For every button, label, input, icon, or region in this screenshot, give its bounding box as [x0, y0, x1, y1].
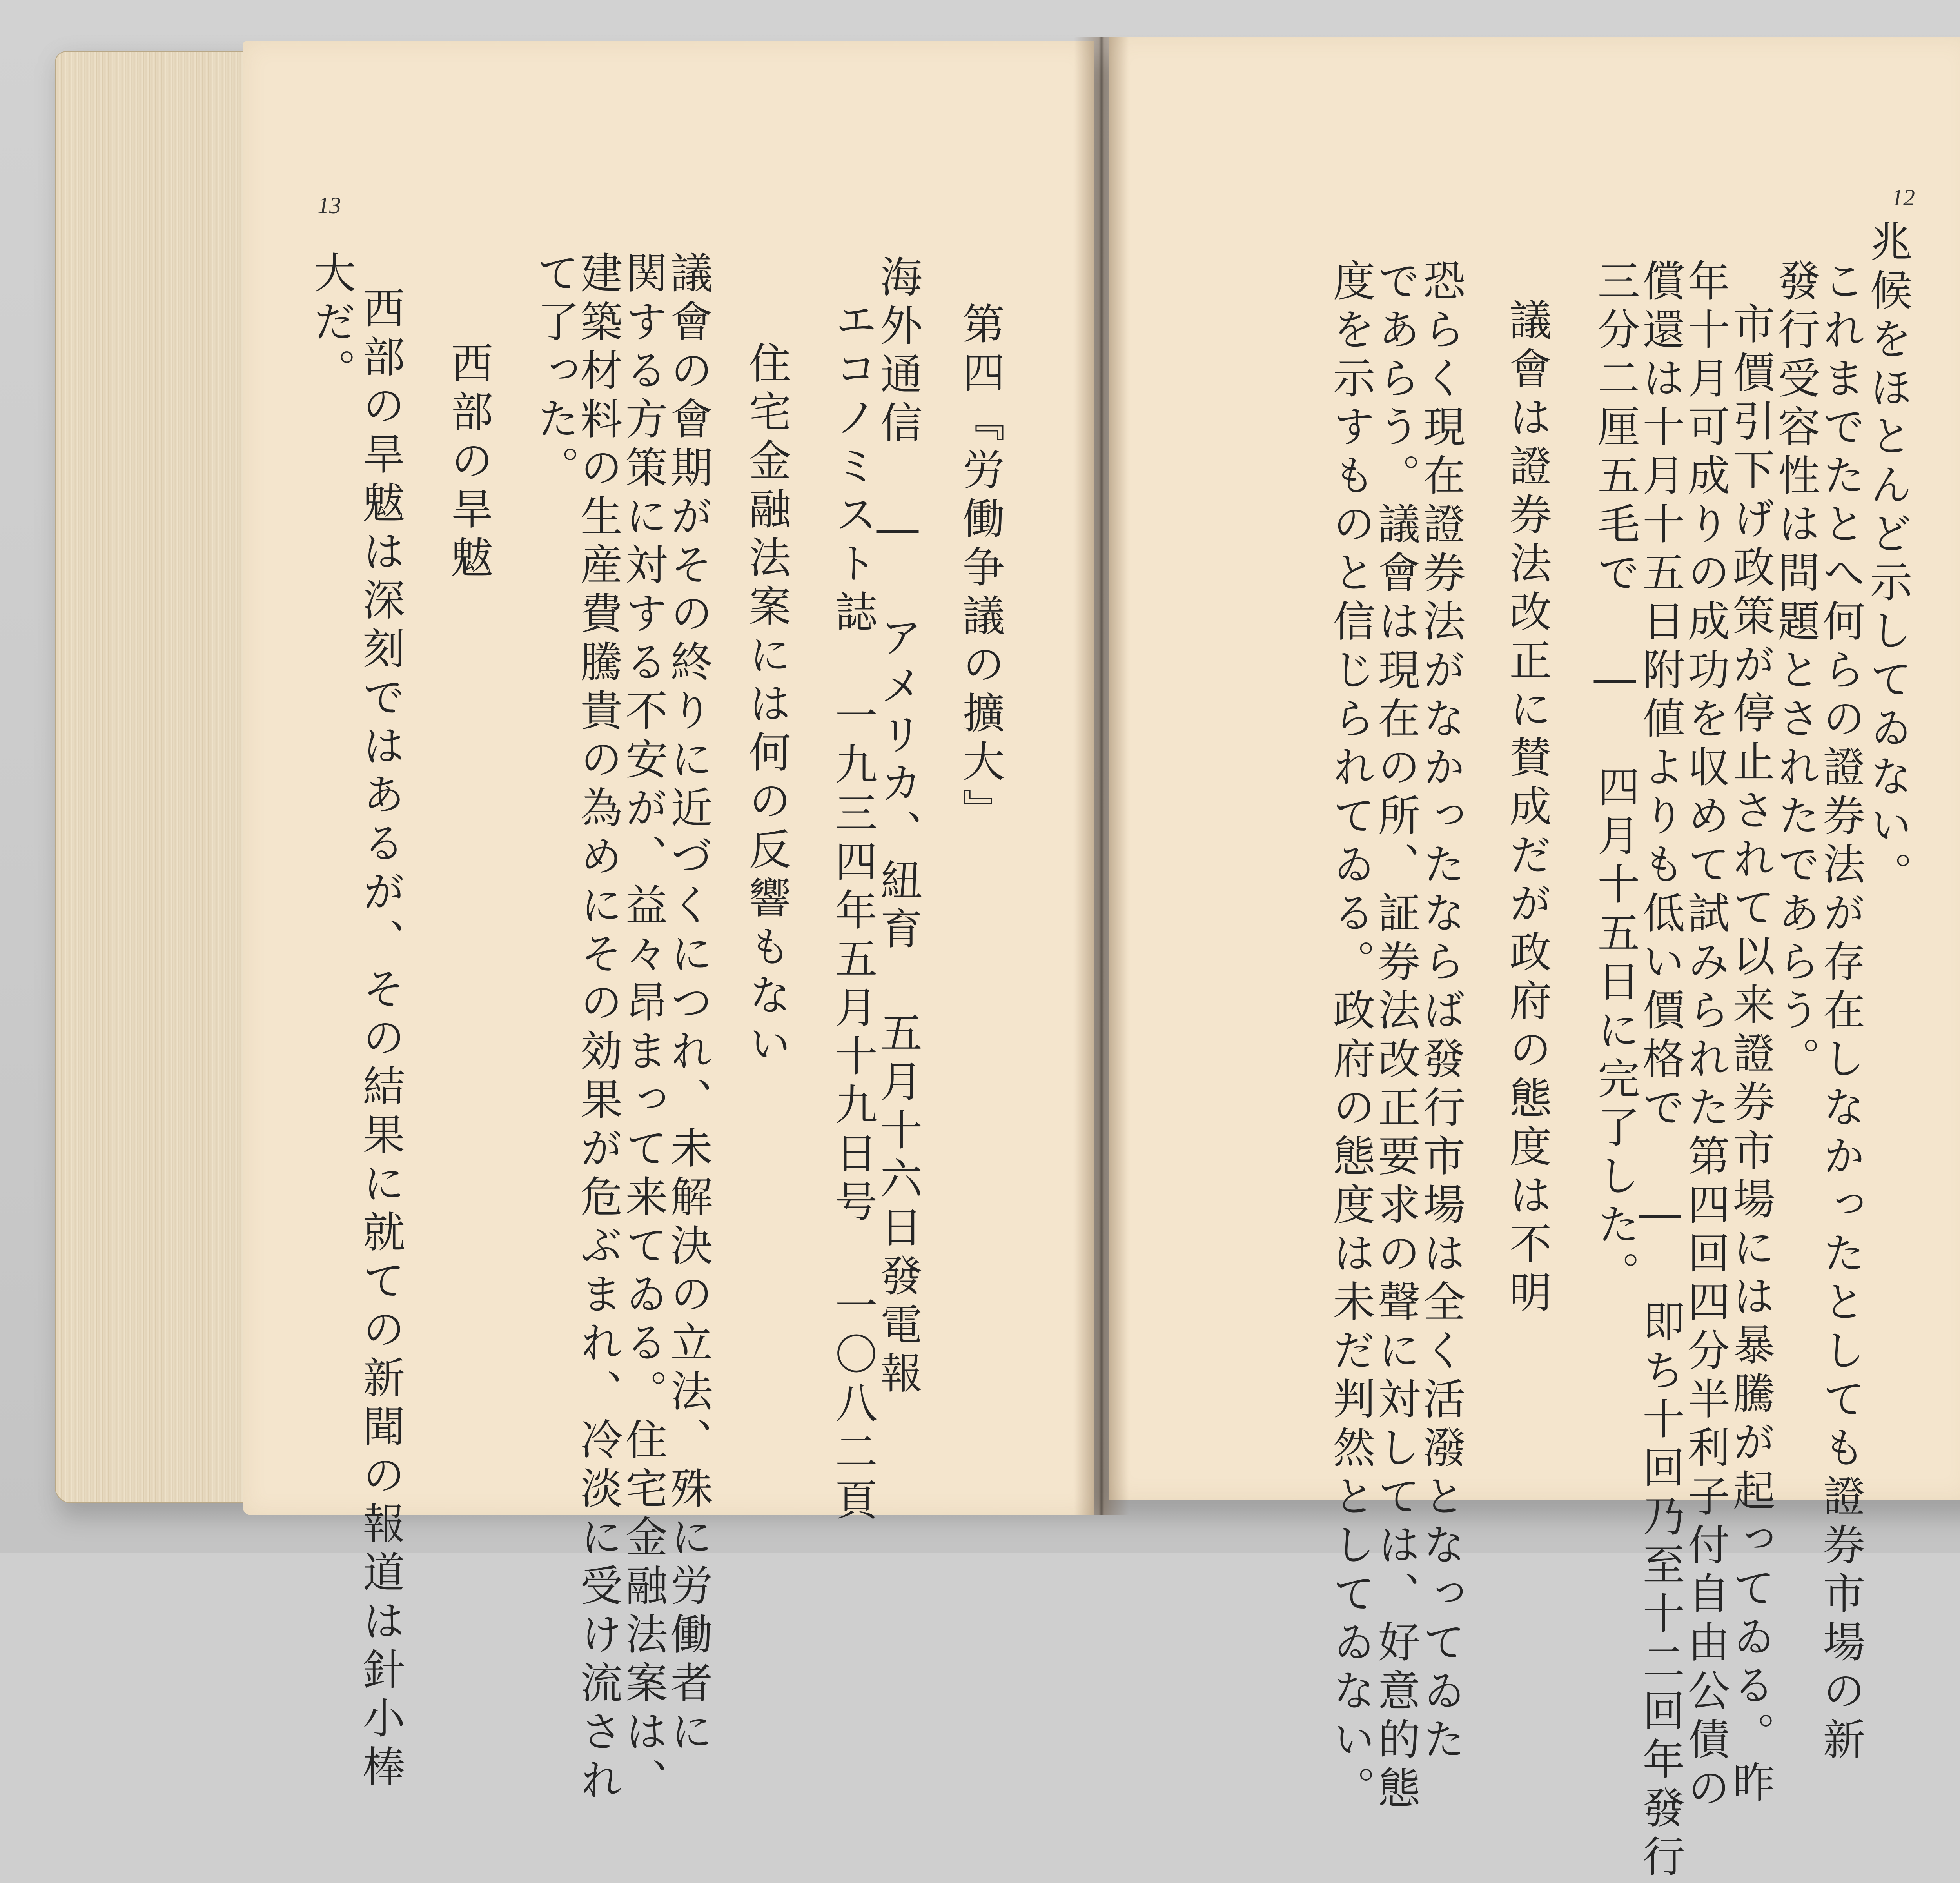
bleed-through-left — [490, 235, 525, 1294]
text-column: 議會の會期がその終りに近づくにつれ、未解決の立法、殊に労働者に — [663, 251, 712, 1758]
text-column: 度を示すものと信じられてゐる。政府の態度は未だ判然としてゐない。 — [1326, 259, 1375, 1814]
text-column: 發行受容性は問題とされたであらう。 — [1771, 259, 1820, 1085]
text-column: 関する方策に対する不安が、益々昂まって来てゐる。住宅金融法案は、 — [618, 251, 667, 1807]
text-column: て了った。 — [530, 251, 579, 494]
text-column: 西部の旱魃は深刻ではあるが、その結果に就ての新聞の報道は針小棒 — [356, 286, 405, 1793]
section-heading: 議會は證券法改正に賛成だが政府の態度は不明 — [1502, 298, 1551, 1319]
text-column: 三分二厘五毛で ― 四月十五日に完了した。 — [1590, 259, 1639, 1300]
text-column: 償還は十月十五日附値よりも低い價格で ― 即ち十回乃至十二回年發行 — [1635, 259, 1684, 1883]
book-gutter — [1074, 37, 1129, 1515]
text-column: 年十月可成りの成功を収めて試みられた第四回四分半利子付自由公債の — [1681, 259, 1730, 1814]
text-column: であらう。議會は現在の所、証券法改正要求の聲に対しては、好意的態 — [1371, 259, 1420, 1814]
chapter-title: 第四『労働争議の擴大』 — [955, 302, 1004, 837]
page-number-right: 12 — [1891, 185, 1915, 211]
text-column: 大だ。 — [307, 251, 356, 397]
text-column: これまでたとへ何らの證券法が存在しなかったとしても證券市場の新 — [1816, 259, 1865, 1766]
source-citation: エコノミスト誌 一九三四年五月十九日号 一〇八二頁 — [828, 298, 877, 1527]
text-column: 兆候をほとんど示してゐない。 — [1863, 220, 1912, 900]
section-heading: 住宅金融法案には何の反響もない — [742, 341, 791, 1070]
source-citation: 海外通信 ― アメリカ、紐育 五月十六日發電報 — [873, 255, 922, 1400]
section-heading: 西部の旱魃 — [444, 341, 493, 584]
text-column: 恐らく現在證券法がなかったならば發行市場は全く活潑となってゐた — [1416, 259, 1465, 1766]
page-number-left: 13 — [318, 192, 341, 218]
text-column: 市價引下げ政策が停止されて以来證券市場には暴騰が起ってゐる。昨 — [1726, 302, 1775, 1809]
bleed-through-right — [1196, 235, 1231, 1294]
left-page-block-edge — [55, 51, 260, 1503]
text-column: 建築材料の生産費騰貴の為めにその効果が危ぶまれ、冷淡に受け流され — [573, 251, 622, 1807]
